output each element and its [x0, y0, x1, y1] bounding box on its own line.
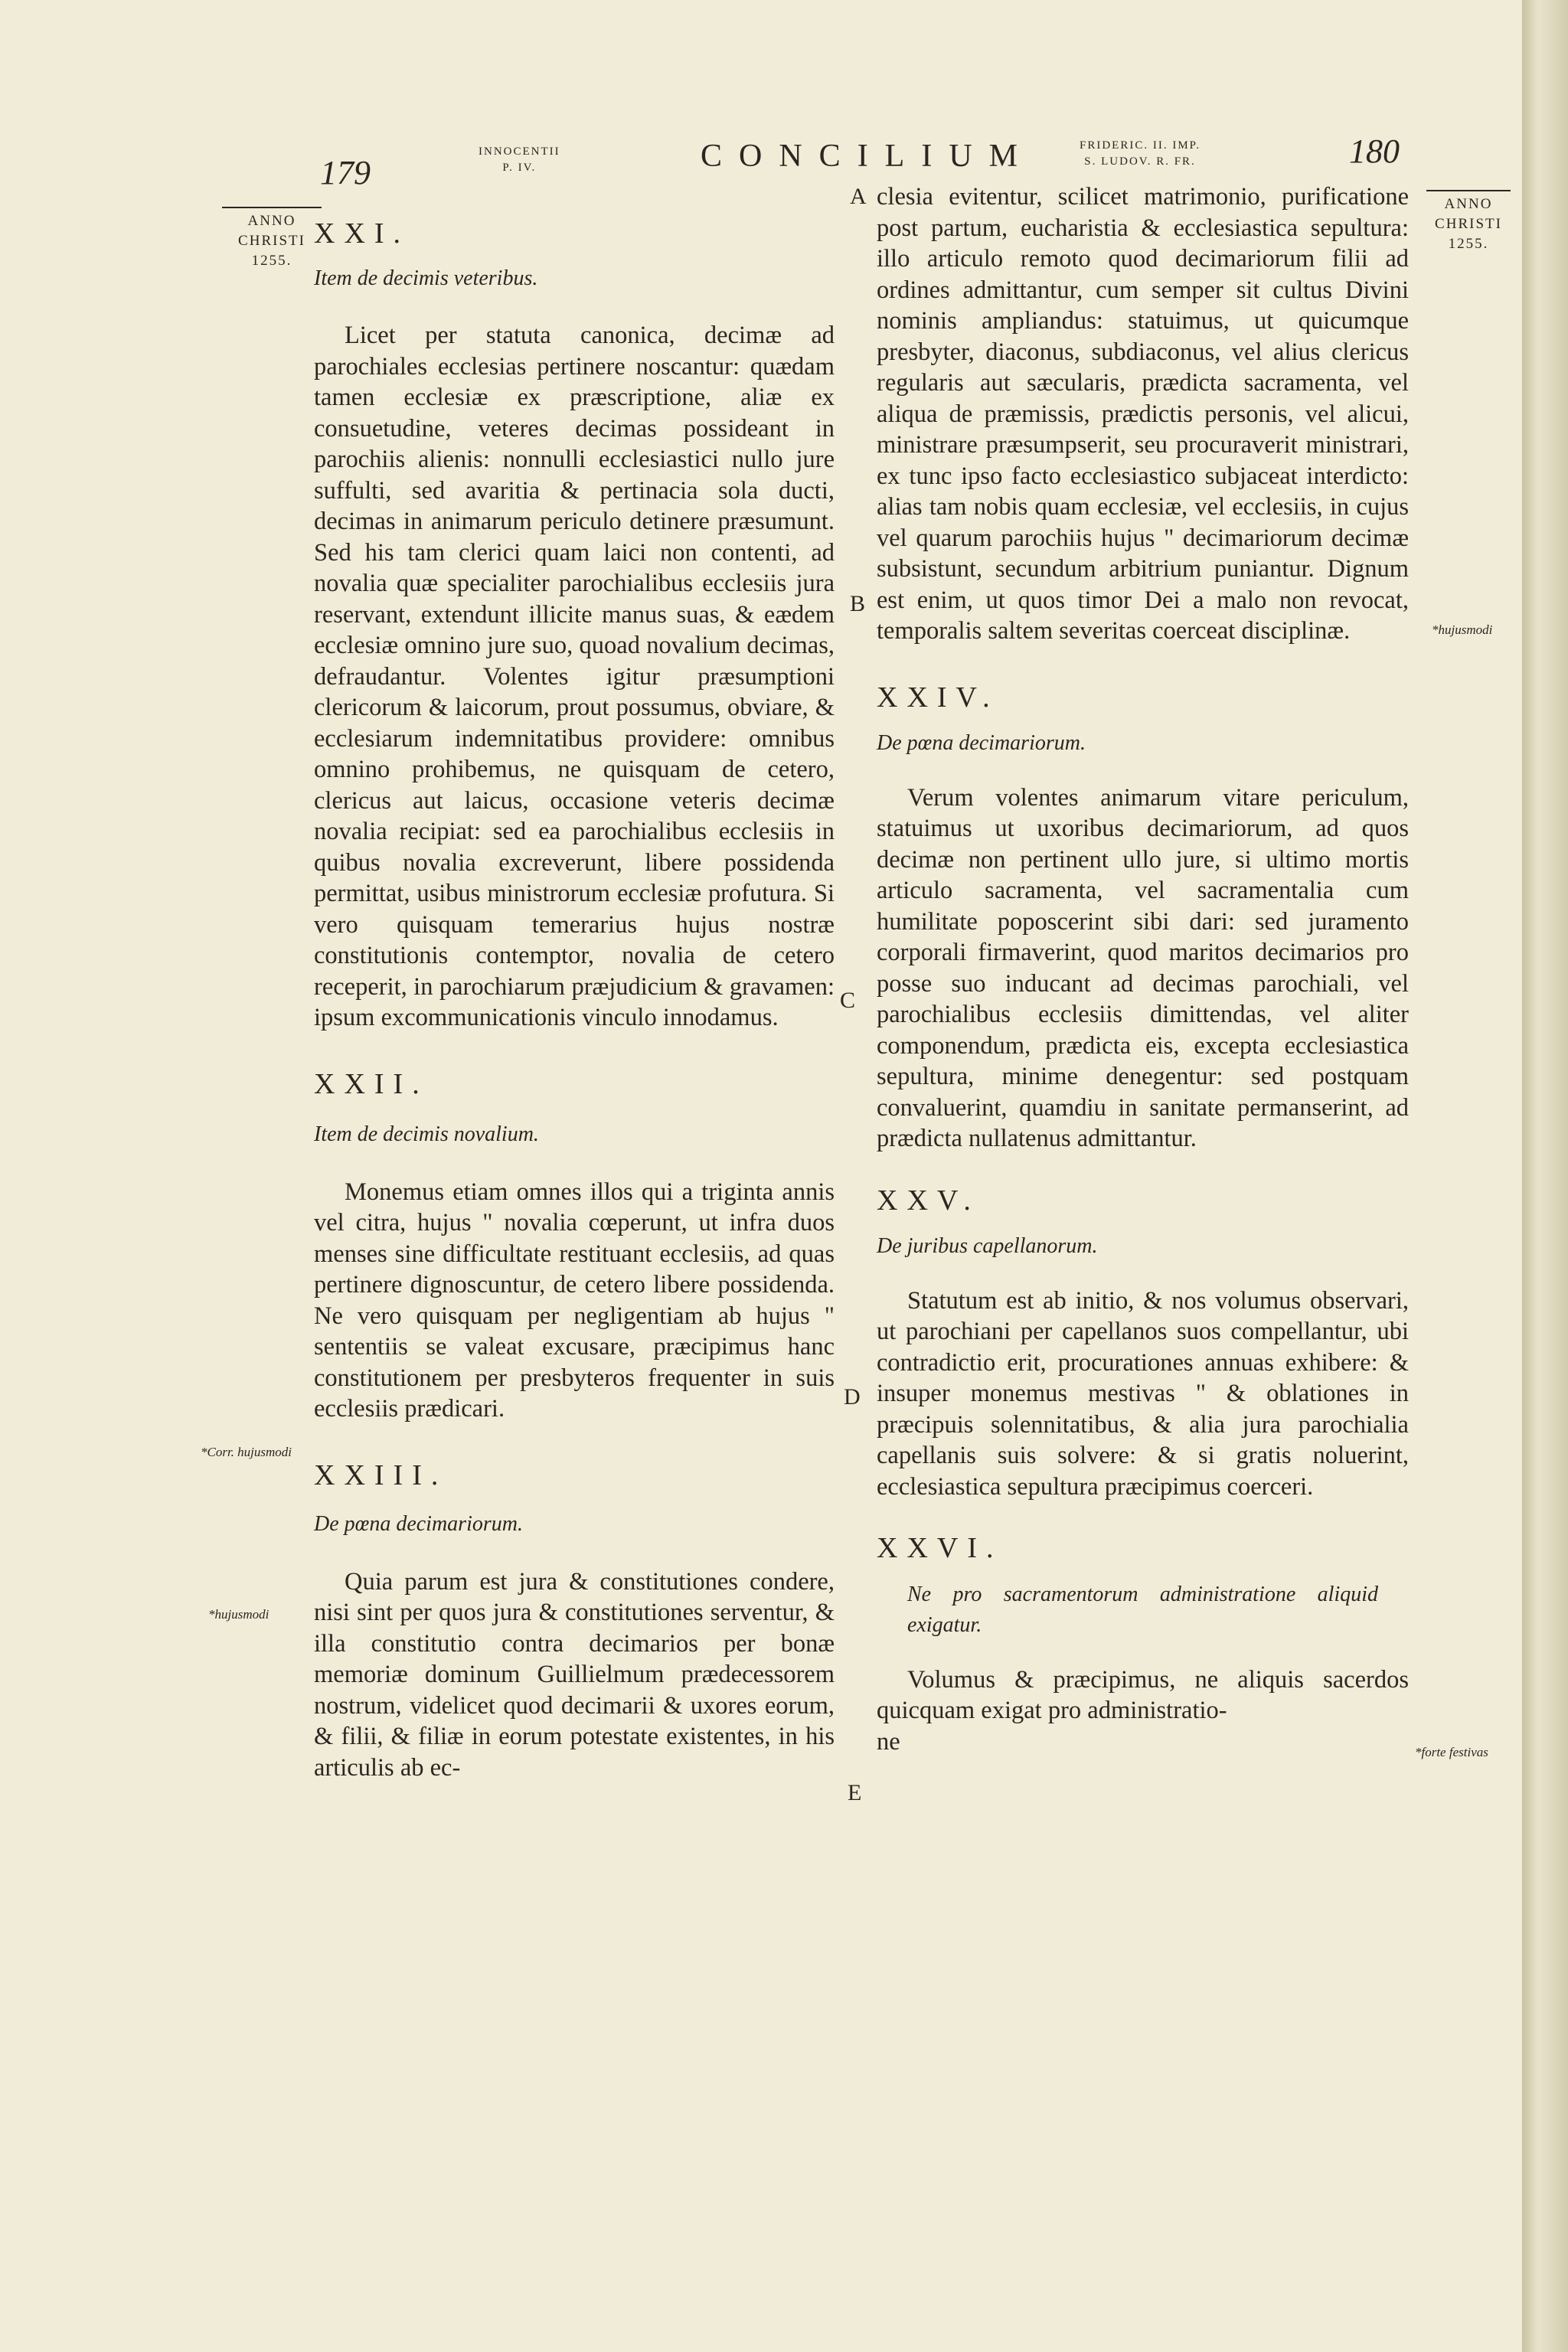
year-marker-left — [214, 207, 329, 271]
adjacent-page-edge — [1522, 0, 1568, 2352]
page-number-left: 179 — [320, 154, 371, 191]
section-xxii-text: Monemus etiam omnes illos qui a triginta annis vel citra, hujus " novalia cœperunt, ut infra duos menses sine difficultate restituant ecclesiis, ad quas pertinere dignoscuntur, de cetero libere possidenda. Ne vero quisquam per negligentiam ab hujus " sententiis se valeat excusare, præcipimus hanc constitutionem per presbyteros frequenter in suis ecclesiis prædicari. — [314, 1178, 835, 1423]
margin-note-forte: *forte festivas — [1415, 1745, 1488, 1759]
year-anno: ANNO — [1444, 196, 1493, 212]
margin-note-hujusmodi-left: *hujusmodi — [208, 1607, 270, 1622]
year-rule — [222, 207, 322, 208]
section-xxv-text: Statutum est ab initio, & nos volumus observari, ut parochiani per capellanos suos compellantur, ubi contradictio erit, procurationes annuas exhibere: & insuper monemus mestivas " & oblationes in præcipuis solennitatibus, & alia jura parochialia capellanis suis solvere: & si gratis noluerint, ecclesiastica sepultura præcipimus coerceri. — [877, 1286, 1409, 1501]
margin-letter-b: B — [850, 591, 866, 616]
page-number-right: 180 — [1349, 132, 1400, 170]
section-xxiii-text: Quia parum est jura & constitutiones condere, nisi sint per quos jura & constitutiones serventur, & illa constitutio contra decimarios per bonæ memoriæ dominum Guillielmum prædecessorem nostrum, videlicet quod decimarii & uxores eorum, & filii, & filiæ in eorum potestate existentes, in his articulis ab ec- — [314, 1567, 835, 1782]
section-xxvi-text: Volumus & præcipimus, ne aliquis sacerdos quicquam exigat pro administratio- — [877, 1665, 1409, 1724]
section-xxiv-number: XXIV. — [877, 681, 999, 714]
header-emperor-line2: S. LUDOV. R. FR. — [1084, 155, 1196, 168]
header-pope-line2: P. IV. — [502, 162, 537, 174]
section-xxvi-number: XXVI. — [877, 1532, 1003, 1564]
section-xxi-text: Licet per statuta canonica, decimæ ad parochiales ecclesias pertinere noscantur: quædam tamen ecclesiæ ex præscriptione, aliæ ex consuetudine, veteres decimas possideant in parochiis alienis: nonnulli ecclesiastici nullo jure suffulti, sed avaritia & pertinacia sola ducti, decimas in animarum periculo detinere præsumunt. Sed his tam clerici quam laici non contenti, ad novalia quæ specialiter parochialibus ecclesiis jura reservant, extendunt illicite manus suas, & eædem ecclesiæ omnino jure suo, quoad novalium decimas, defraudantur. Volentes igitur præsumptioni clericorum & laicorum, prout possumus, obviare, & ecclesiarum indemnitatibus providere: omnibus omnino prohibemus, ne quisquam de cetero, clericus aut laicus, occasione veteris decimæ novalia recipiat: sed ea parochialibus ecclesiis in quibus novalia excreverunt, libere possidenda permittat, usibus ministrorum ecclesiæ profutura. Si vero quisquam temerarius hujus nostræ constitutionis contemptor, novalia de cetero receperit, in parochiarum præjudicium & gravamen: ipsum excommunicationis vinculo innodamus. — [314, 322, 835, 1031]
section-xxii-title: Item de decimis novalium. — [314, 1122, 539, 1146]
section-xxi-title: Item de decimis veteribus. — [314, 266, 538, 290]
section-xxvi-title: Ne pro sacramentorum administratione aliquid exigatur. — [907, 1582, 1378, 1637]
year-number: 1255. — [1448, 236, 1489, 252]
header-pope-line1: INNOCENTII — [479, 145, 560, 158]
section-xxiii-title: De pœna decimariorum. — [314, 1512, 523, 1536]
margin-letter-c: C — [840, 988, 856, 1013]
margin-letter-d: D — [844, 1384, 861, 1410]
margin-note-corr: *Corr. hujusmodi — [201, 1445, 292, 1459]
section-xxv-title: De juribus capellanorum. — [877, 1234, 1098, 1258]
continued-text: clesia evitentur, scilicet matrimonio, purificatione post partum, eucharistia & ecclesiastica sepultura: illo articulo remoto quod decimariorum filii ad ordines admittantur, cum semper sit cultus Divini nominis ampliandus: statuimus, ut quicumque presbyter, diaconus, subdiaconus, vel alius clericus regularis aut sæcularis, prædicta sacramenta, vel aliqua de præmissis, prædictis personis, vel alicui, ministrare præsumpserit, seu procuraverit ministrari, ex tunc ipso facto ecclesiastico subjaceat interdicto: alias tam nobis quam ecclesiæ, vel ecclesiis, in cujus vel quarum parochiis hujus " decimariorum decimæ subsistunt, secundum arbitrium puniantur. Dignum est enim, ut quos timor Dei a malo non revocat, temporalis saltem severitas coerceat disciplinæ. — [877, 183, 1409, 645]
margin-letter-a: A — [850, 184, 867, 209]
year-marker-right — [1423, 190, 1514, 254]
section-xxv-number: XXV. — [877, 1184, 980, 1217]
section-xxii-number: XXII. — [314, 1067, 429, 1100]
section-xxiv-text: Verum volentes animarum vitare periculum, statuimus ut uxoribus decimariorum, ad quos decimæ non pertinent ullo jure, si ultimo mortis articulo sacramenta, vel sacramentalia cum humilitate poposcerint sibi dari: sed juramento corporali firmaverint, quod maritos decimarios pro posse suo inducant ad decimas parochiali, vel parochialibus ecclesiis dimittendas, vel aliter componendum, prædicta eis, excepta ecclesiastica sepultura, minime denegentur: sed postquam convaluerint, quamdiu in sanitate permanserint, ad prædicta nullatenus admittantur. — [877, 783, 1409, 1152]
left-column — [314, 211, 835, 1783]
header-pope — [479, 144, 560, 176]
header-emperor-line1: FRIDERIC. II. IMP. — [1080, 139, 1201, 152]
section-xxi-number: XXI. — [314, 217, 410, 250]
year-number: 1255. — [251, 253, 292, 269]
year-rule — [1426, 190, 1511, 191]
section-xxiii-number: XXIII. — [314, 1459, 448, 1491]
catchword: ne — [877, 1727, 900, 1756]
header-emperor — [1080, 138, 1200, 170]
right-column — [877, 181, 1409, 1757]
margin-letter-e: E — [848, 1780, 862, 1805]
year-anno: ANNO — [247, 213, 296, 229]
running-title: CONCILIUM — [701, 139, 1034, 174]
section-xxiv-title: De pœna decimariorum. — [877, 731, 1086, 755]
year-christi: CHRISTI — [238, 233, 305, 249]
year-christi: CHRISTI — [1435, 216, 1502, 232]
margin-note-hujusmodi-right: *hujusmodi — [1432, 622, 1493, 637]
